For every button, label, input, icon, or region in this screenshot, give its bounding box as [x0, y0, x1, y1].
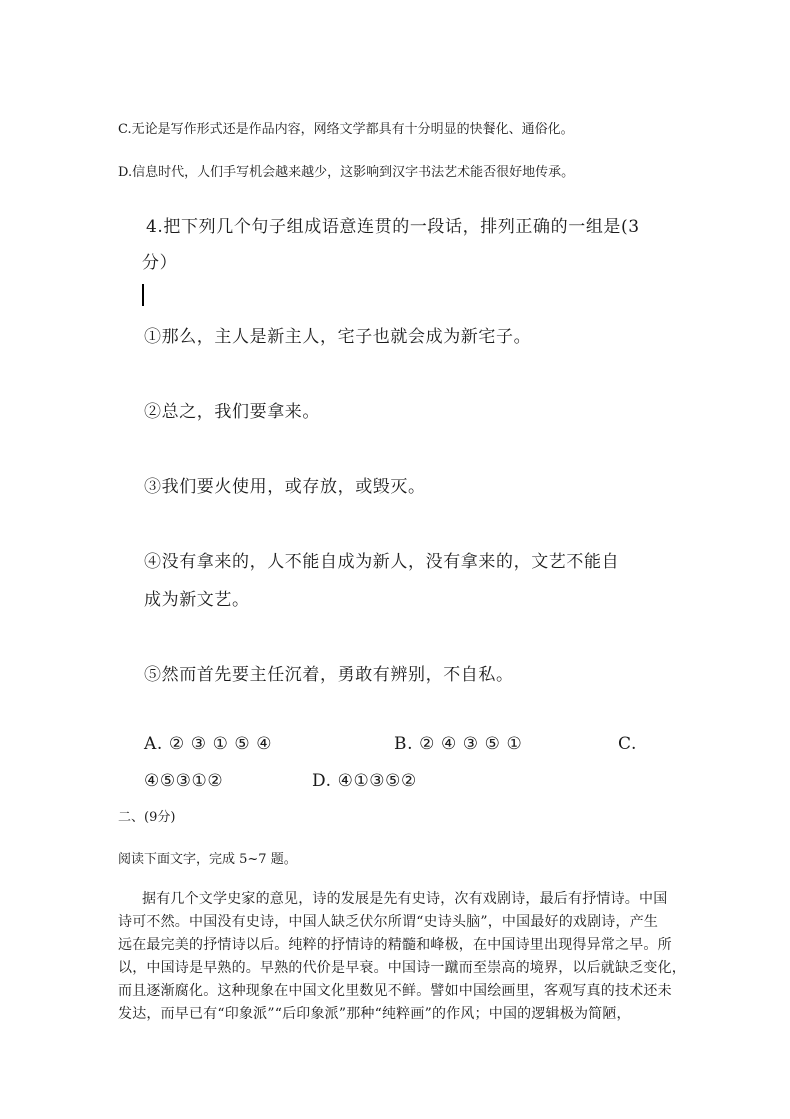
option-c: C.无论是写作形式还是作品内容，网络文学都具有十分明显的快餐化、通俗化。 — [118, 122, 574, 137]
sentence-4-line1: ④没有拿来的，人不能自成为新人，没有拿来的，文艺不能自 — [144, 552, 620, 572]
passage-line-3: 远在最完美的抒情诗以后。纯粹的抒情诗的精髓和峰极，在中国诗里出现得异常之早。所 — [118, 937, 672, 953]
text-cursor — [142, 284, 144, 306]
passage-line-6: 发达，而早已有“印象派”“后印象派”那种“纯粹画”的作风；中国的逻辑极为简陋， — [118, 1006, 631, 1022]
passage-line-1: 据有几个文学史家的意见，诗的发展是先有史诗，次有戏剧诗，最后有抒情诗。中国 — [142, 891, 668, 907]
sentence-1: ①那么，主人是新主人，宅子也就会成为新宅子。 — [144, 327, 532, 347]
passage-line-2: 诗可不然。中国没有史诗，中国人缺乏伏尔所谓“史诗头脑”，中国最好的戏剧诗，产生 — [118, 914, 659, 930]
answer-b: B. ② ④ ③ ⑤ ① — [394, 734, 523, 754]
answer-a: A. ② ③ ① ⑤ ④ — [144, 734, 273, 754]
question-4-stem-line2: 分） — [142, 253, 178, 273]
question-4-stem-line1: 4.把下列几个句子组成语意连贯的一段话，排列正确的一组是(3 — [146, 217, 640, 237]
passage-line-4: 以，中国诗是早熟的。早熟的代价是早衰。中国诗一蹴而至崇高的境界，以后就缺乏变化， — [118, 960, 686, 976]
answer-d: D. ④①③⑤② — [312, 771, 417, 791]
answer-c: ④⑤③①② — [144, 771, 224, 791]
passage-line-5: 而且逐渐腐化。这种现象在中国文化里数见不鲜。譬如中国绘画里，客观写真的技术还未 — [118, 983, 672, 999]
sentence-3: ③我们要火使用，或存放，或毁灭。 — [144, 477, 426, 497]
answer-c-label: C. — [618, 734, 638, 754]
sentence-4-line2: 成为新文艺。 — [144, 590, 250, 610]
sentence-2: ②总之，我们要拿来。 — [144, 402, 320, 422]
sentence-5: ⑤然而首先要主任沉着，勇敢有辨别，不自私。 — [144, 665, 514, 685]
option-d: D.信息时代，人们手写机会越来越少，这影响到汉字书法艺术能否很好地传承。 — [118, 165, 575, 180]
section-2-heading: 二、(9分) — [118, 810, 176, 825]
section-2-instruction: 阅读下面文字，完成 5~7 题。 — [118, 852, 297, 867]
